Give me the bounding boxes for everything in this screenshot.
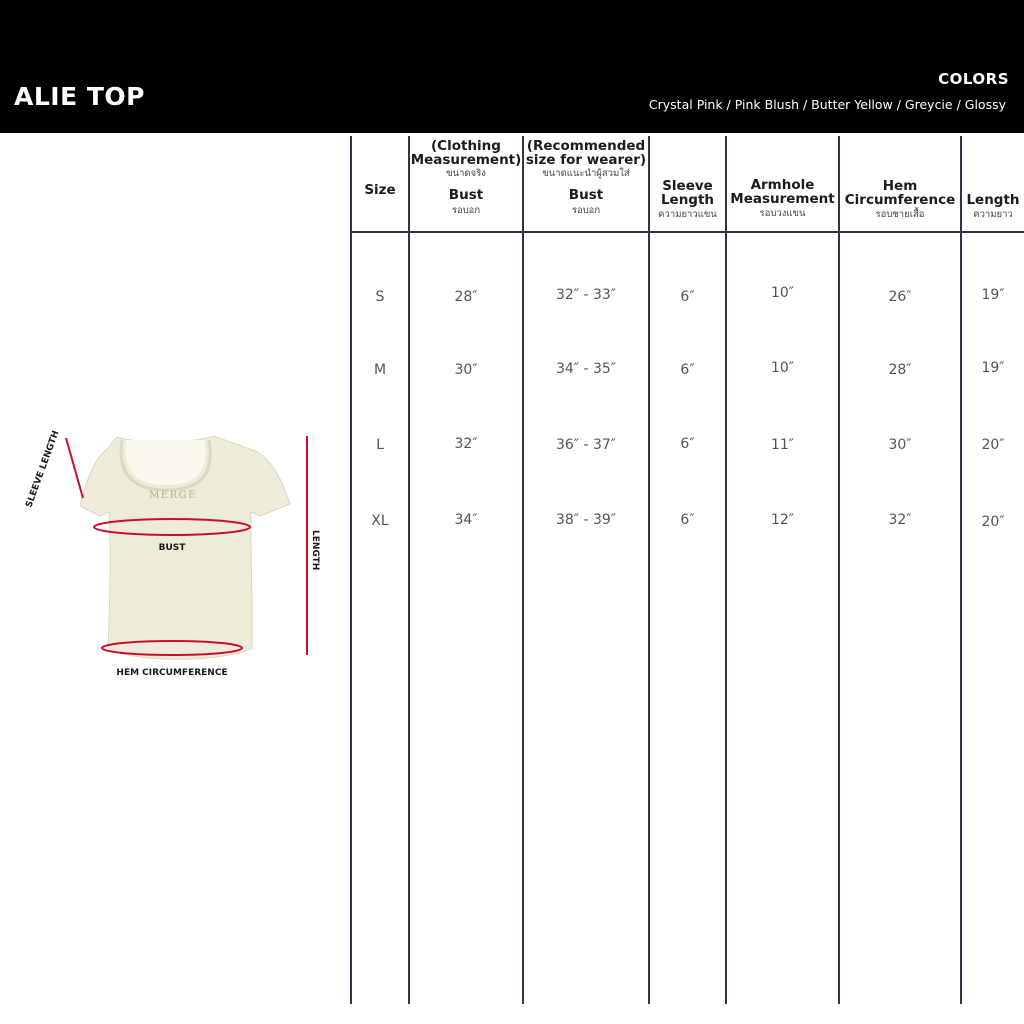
cell-sleeve: 6″ [680,436,695,452]
cell-sleeve: 6″ [680,362,695,378]
cell-length: 20″ [981,514,1005,530]
cell-bust-actual: 30″ [454,362,478,378]
table-divider [408,136,410,1004]
table-divider [960,136,962,1004]
cell-hem: 26″ [888,289,912,305]
header-bust-actual: (Clothing Measurement) ขนาดจริง Bust รอบอก [410,138,522,216]
cell-length: 20″ [981,437,1005,453]
shirt-illustration [0,0,350,1024]
cell-hem: 32″ [888,512,912,528]
table-divider [725,136,727,1004]
header-armhole: Armhole Measurement รอบวงแขน [730,177,835,219]
cell-bust-recommended: 36″ - 37″ [555,437,617,453]
cell-hem: 30″ [888,437,912,453]
cell-size: XL [371,513,389,529]
hem-label: HEM CIRCUMFERENCE [116,668,228,678]
header-hem: Hem Circumference รอบชายเสื้อ [844,178,956,220]
cell-size: S [375,289,385,305]
cell-length: 19″ [981,287,1005,303]
sleeve-measure-line [66,438,83,498]
cell-armhole: 11″ [770,437,795,453]
header-size: Size [364,182,396,198]
colors-label: COLORS [938,70,1009,88]
table-divider [522,136,524,1004]
cell-size: M [373,362,387,378]
cell-bust-recommended: 32″ - 33″ [555,287,617,303]
cell-armhole: 10″ [770,360,795,376]
cell-sleeve: 6″ [680,289,695,305]
brand-text: MERGE [149,490,197,501]
sleeve-length-label: SLEEVE LENGTH [24,429,62,510]
cell-armhole: 12″ [770,512,795,528]
cell-armhole: 10″ [770,285,795,301]
table-divider [838,136,840,1004]
product-title: ALIE TOP [14,82,145,111]
header-sleeve-length: Sleeve Length ความยาวแขน [658,178,717,220]
table-divider [350,136,352,1004]
cell-hem: 28″ [888,362,912,378]
bust-label: BUST [158,543,186,553]
cell-length: 19″ [981,360,1005,376]
cell-size: L [376,437,384,453]
colors-list: Crystal Pink / Pink Blush / Butter Yellow / Greycie / Glossy [648,97,1006,112]
cell-sleeve: 6″ [680,512,695,528]
header-bust-recommended: (Recommended size for wearer) ขนาดแนะนำผู้สวมใส่ Bust รอบอก [525,138,647,216]
cell-bust-actual: 32″ [454,436,478,452]
cell-bust-actual: 28″ [454,289,478,305]
length-label: LENGTH [310,530,320,571]
table-divider [648,136,650,1004]
header-length: Length ความยาว [966,192,1020,220]
cell-bust-recommended: 34″ - 35″ [555,361,617,377]
table-header-divider [350,231,1024,233]
cell-bust-actual: 34″ [454,512,478,528]
cell-bust-recommended: 38″ - 39″ [555,512,617,528]
